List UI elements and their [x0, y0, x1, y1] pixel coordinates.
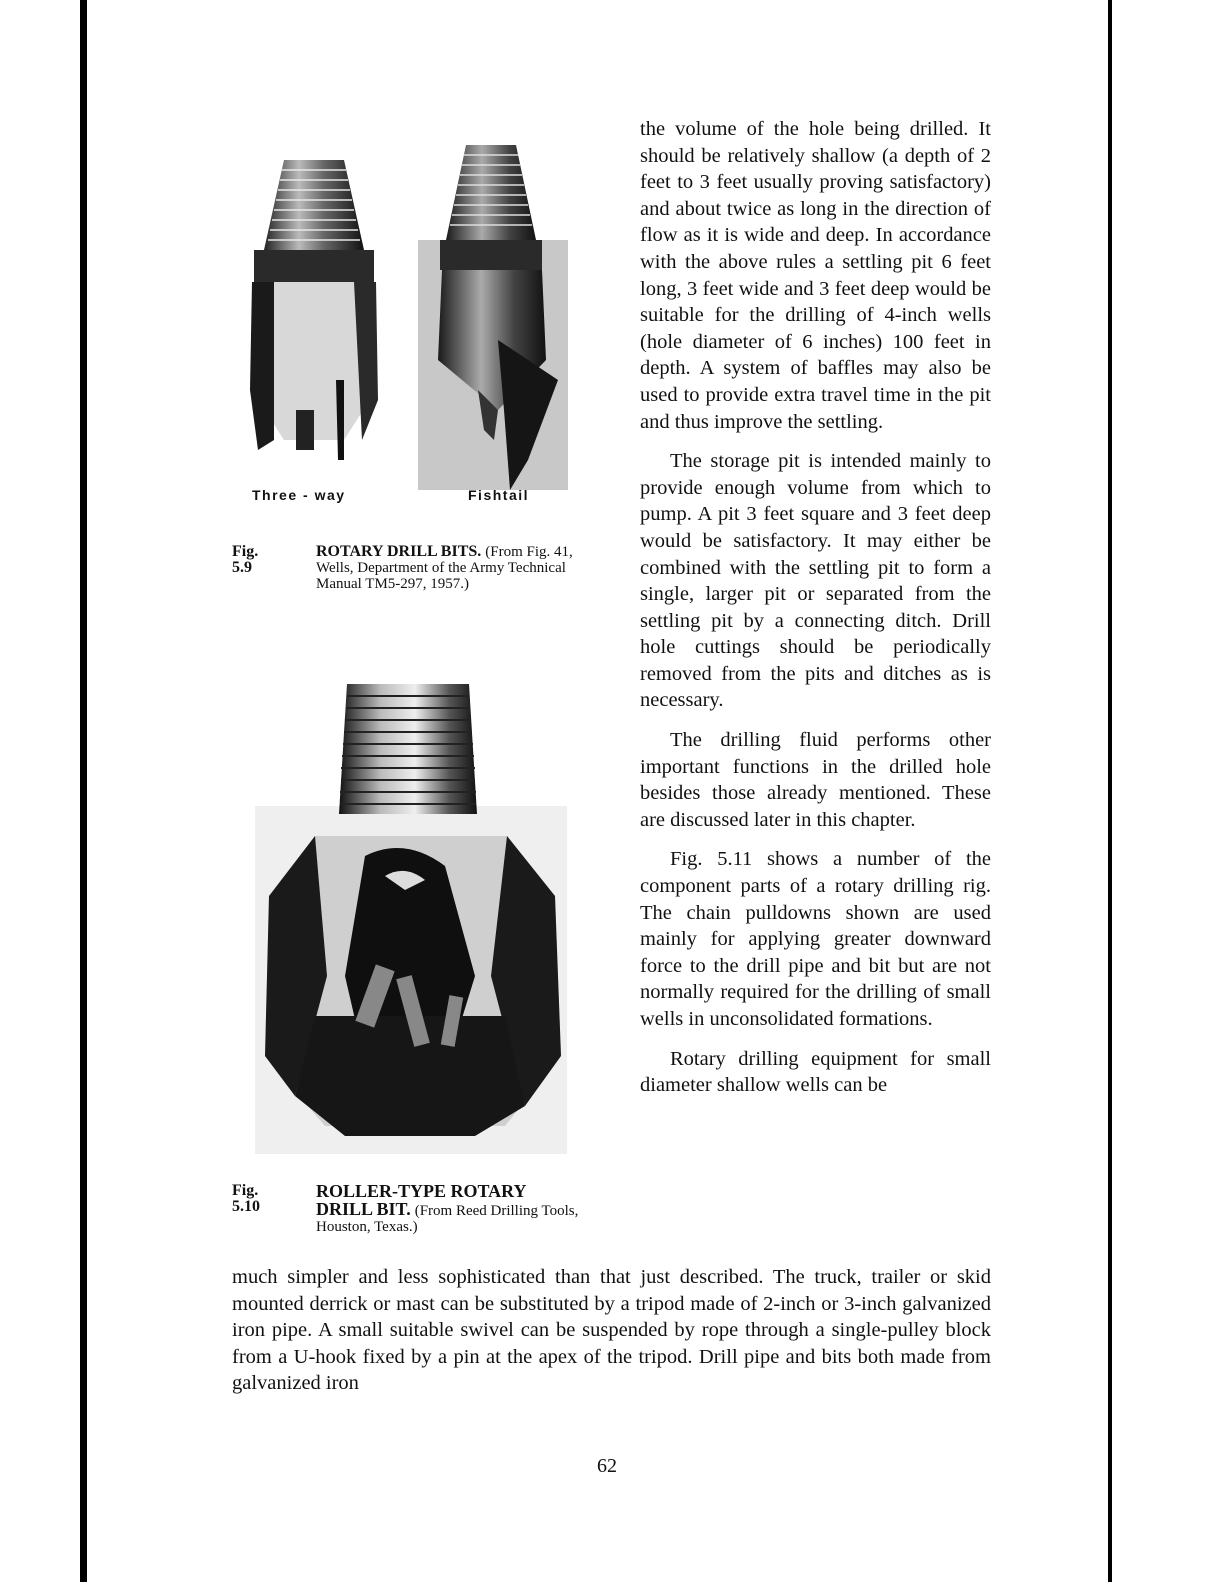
figure-5-10-source: (From Reed Drilling Tools, Houston, Texas.): [316, 1203, 579, 1235]
right-text-column: [640, 116, 991, 1112]
page-number: 62: [597, 1455, 617, 1477]
figure-5-10-title-block: [316, 1183, 586, 1235]
paragraph: Rotary drilling equipment for small diameter shallow wells can be: [640, 1047, 991, 1097]
three-way-label: Three - way: [252, 487, 346, 503]
full-width-text: [232, 1264, 991, 1397]
figure-5-9-source: (From Fig. 41, Wells, Department of the Army Technical Manual TM5-297, 1957.): [316, 544, 573, 592]
paragraph: The storage pit is intended mainly to provide enough volume from which to pump. A pit 3 feet square and 3 feet deep would be satisfactory. It may either be combined with the settling pit to form a single, larger pit or separated from the settling pit by a connecting ditch. Drill hole cuttings should be periodically removed from the pits and ditches as is necessary.: [640, 450, 991, 712]
three-way-bit-photo: [244, 140, 384, 480]
paragraph: Fig. 5.11 shows a number of the component parts of a rotary drilling rig. The chain pulldowns shown are used mainly for applying greater downward force to the drill pipe and bit but are not normally required for the drilling of small wells in unconsolidated formations.: [640, 848, 991, 1030]
page-right-edge: [1108, 0, 1112, 1582]
fishtail-bit-photo: [418, 140, 568, 490]
figure-5-9-number: Fig. 5.9: [232, 543, 259, 576]
figure-5-9-title-block: [316, 544, 586, 592]
paragraph-continuation: much simpler and less sophisticated than that just described. The truck, trailer or skid mounted derrick or mast can be substituted by a tripod made of 2-inch or 3-inch galvanized iron pipe. A small suitable swivel can be suspended by rope through a single-pulley block from a U-hook fixed by a pin at the apex of the tripod. Drill pipe and bits both made from galvanized iron: [232, 1266, 991, 1395]
page-left-edge: [80, 0, 87, 1582]
figure-5-10-title: ROLLER-TYPE ROTARY DRILL BIT.: [316, 1181, 526, 1219]
figure-5-10-number: Fig. 5.10: [232, 1182, 260, 1215]
roller-bit-photo: [255, 676, 567, 1154]
fishtail-label: Fishtail: [468, 487, 530, 503]
figure-5-9-title: ROTARY DRILL BITS.: [316, 543, 482, 560]
paragraph: the volume of the hole being drilled. It should be relatively shallow (a depth of 2 feet to 3 feet usually proving satisfactory) and about twice as long in the direction of flow as it is wide and deep. In accordance with the above rules a settling pit 6 feet long, 3 feet wide and 3 feet deep would be suitable for the drilling of 4-inch wells (hole diameter of 6 inches) 100 feet in depth. A system of baffles may also be used to provide extra travel time in the pit and thus improve the settling.: [640, 118, 991, 433]
paragraph: The drilling fluid performs other important functions in the drilled hole besides those already mentioned. These are discussed later in this chapter.: [640, 729, 991, 831]
